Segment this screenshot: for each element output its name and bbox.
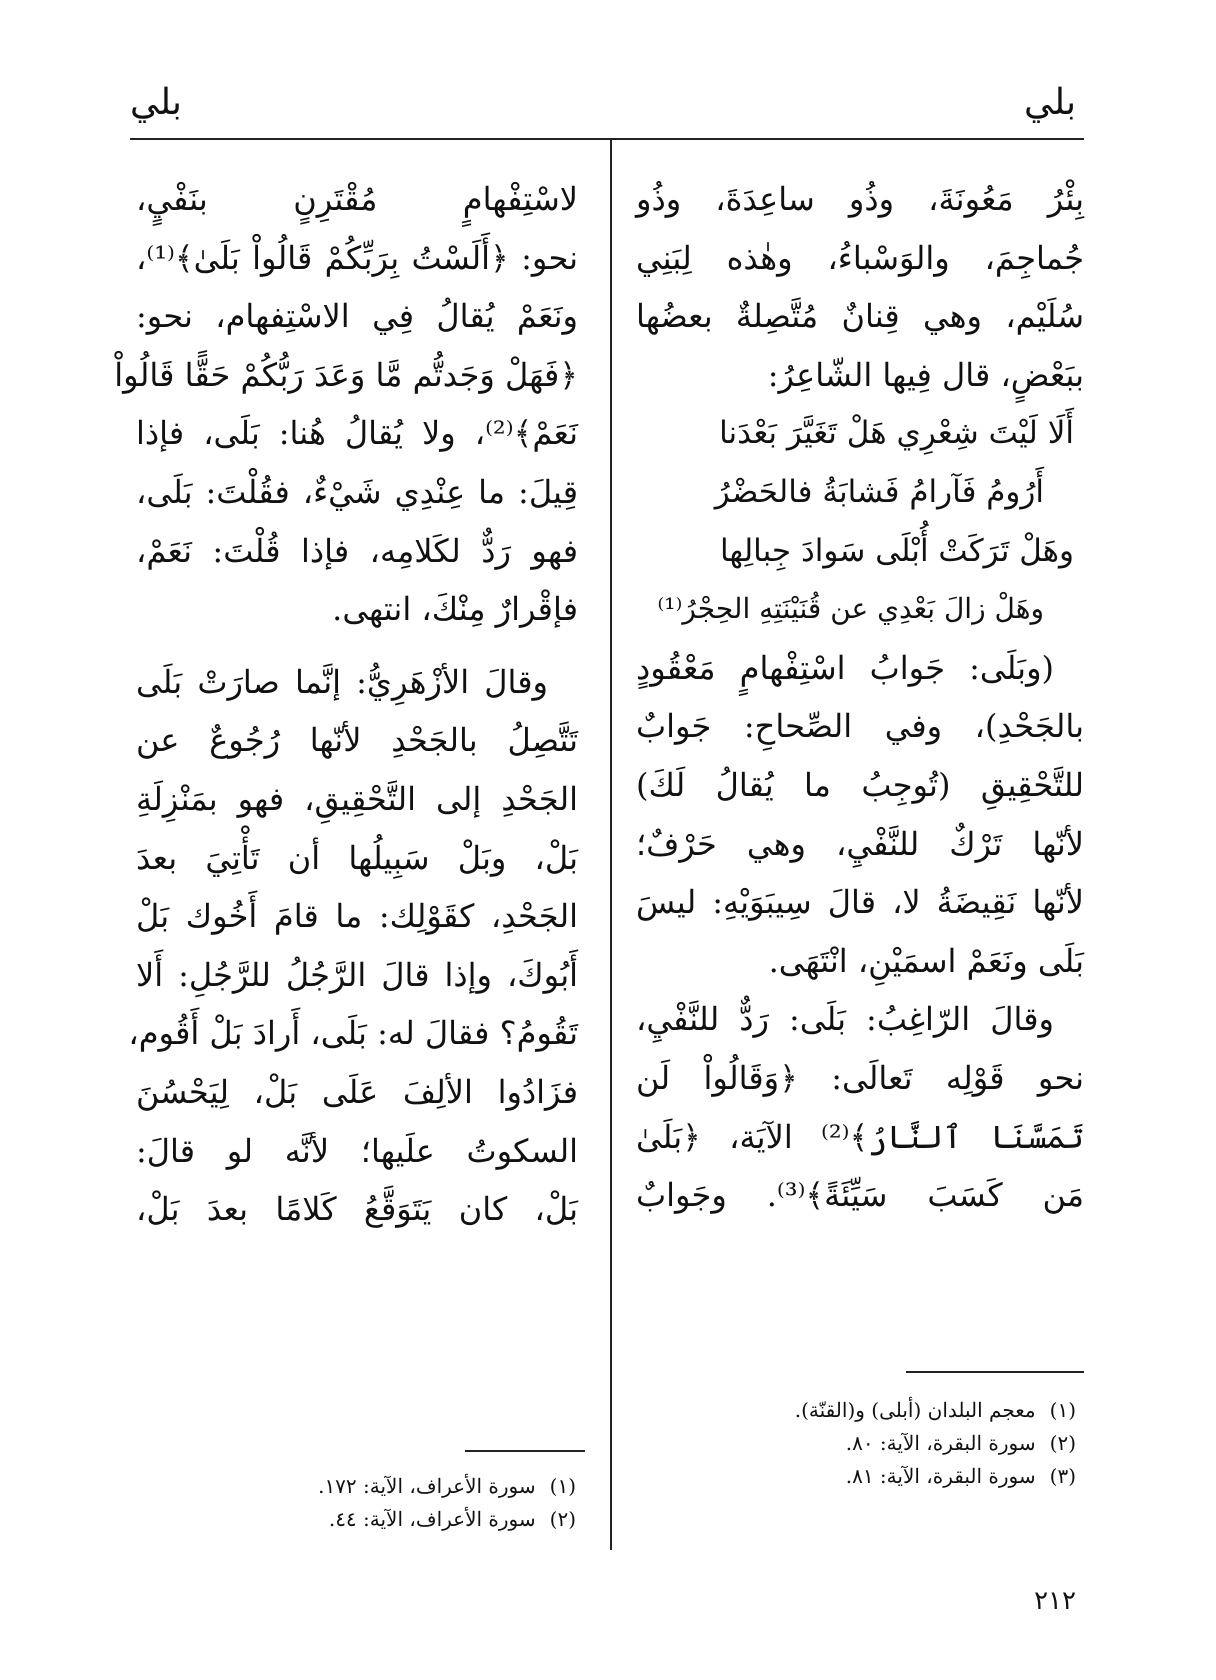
- text-line: للتَّحْقِيقِ (تُوجِبُ ما يُقالُ لَكَ): [636, 765, 1084, 804]
- text-line: بِئْرُ مَعُونَةَ، وذُو ساعِدَةَ، وذُو: [636, 180, 1084, 218]
- text-line: قِيلَ: ما عِنْدِي شَيْءٌ، فقُلْتَ: بَلَى،: [136, 472, 578, 511]
- text-line: السكوتُ علَيها؛ لأنَّه لو قالَ:: [136, 1131, 578, 1170]
- footnotes-right: [636, 1394, 1076, 1493]
- text-line: ببَعْضٍ، قال فِيها الشّاعِرُ:: [767, 355, 1084, 394]
- text-line: سُلَيْم، وهي قِنانٌ مُتَّصِلةٌ بعضُها: [636, 297, 1084, 336]
- footnote-number: (٢): [549, 1507, 576, 1531]
- text-line: نحو قَوْلِه تَعالَى: ﴿وَقَالُواْ لَن: [636, 1058, 1084, 1097]
- footnote: [636, 1427, 1076, 1460]
- text-line: الجَحْدِ، كقَوْلِك: ما قامَ أَخُوك بَلْ: [136, 897, 578, 936]
- text-line: بَلْ، كان يَتَوَقَّعُ كَلامًا بعدَ بَلْ،: [136, 1190, 578, 1229]
- paragraph-gap: [136, 639, 578, 653]
- text-line: لأنّها تَرْكٌ للنَّفْيِ، وهي حَرْفٌ؛: [636, 824, 1084, 863]
- text-line: وقالَ الأزْهَرِيُّ: إنَّما صارَتْ بَلَى: [136, 662, 548, 701]
- footnote-text: سورة البقرة، الآية: ٨١.: [845, 1464, 1036, 1488]
- text-line: تَقُومُ؟ فقالَ له: بَلَى، أَرادَ بَلْ أَقُوم،: [128, 1014, 578, 1053]
- text-line: ونَعَمْ يُقالُ فِي الاسْتِفهام، نحو:: [136, 297, 578, 336]
- text-line: فهو رَدٌّ لكَلامِه، فإذا قُلْتَ: نَعَمْ،: [136, 531, 578, 570]
- footnote-number: (٢): [1049, 1431, 1076, 1455]
- text-line: ﴿فَهَلْ وَجَدتُّم مَّا وَعَدَ رَبُّكُمْ حَقًّا قَالُواْ: [114, 355, 578, 394]
- text-line: تَمَسَّنَا ٱلنَّارُ﴾⁽²⁾ الآيَة، ﴿بَلَىٰ: [636, 1117, 1084, 1156]
- running-header-right: بلي: [1024, 82, 1076, 123]
- footnote-number: (١): [1049, 1398, 1076, 1422]
- text-line: نَعَمْ﴾⁽²⁾، ولا يُقالُ هُنا: بَلَى، فإذا: [136, 414, 578, 453]
- poem-verse: أَرُومُ فَآرامُ فَشابَةُ فالحَضْرُ: [714, 473, 1044, 510]
- text-line: الجَحْدِ إلى التَّحْقِيقِ، فهو بمَنْزِلَةِ: [136, 779, 578, 818]
- header-rule: [130, 138, 1084, 140]
- footnote-text: سورة البقرة، الآية: ٨٠.: [845, 1431, 1036, 1455]
- footnote-number: (١): [549, 1474, 576, 1498]
- footnote: [636, 1394, 1076, 1427]
- text-line: (وبَلَى: جَوابُ اسْتِفْهامٍ مَعْقُودٍ: [636, 648, 1054, 687]
- footnote: [136, 1503, 576, 1536]
- text-line: جُماجِمَ، والوَسْباءُ، وهٰذه لِبَنِي: [636, 238, 1084, 277]
- footnote-rule: [906, 1371, 1084, 1373]
- text-line: لأنّها نَقِيضَةُ لا، قالَ سِيبَوَيْهِ: ليسَ: [636, 883, 1084, 922]
- text-line: أَبُوكَ، وإذا قالَ الرَّجُلُ للرَّجُلِ: أَلا: [136, 955, 578, 994]
- right-column: [636, 170, 1084, 1225]
- running-header-left: بلي: [130, 82, 182, 123]
- footnote: [636, 1460, 1076, 1493]
- footnote-text: سورة الأعراف، الآية: ١٧٢.: [318, 1474, 536, 1498]
- column-divider: [610, 140, 612, 1550]
- text-line: نحو: ﴿أَلَسْتُ بِرَبِّكُمْ قَالُواْ بَلَىٰ﴾⁽¹⁾،: [136, 238, 578, 277]
- text-line: فإقْرارٌ مِنْكَ، انتهى.: [332, 590, 578, 629]
- footnote-text: سورة الأعراف، الآية: ٤٤.: [328, 1507, 536, 1531]
- left-column: [114, 170, 578, 1239]
- footnote-number: (٣): [1049, 1464, 1076, 1488]
- poem-verse: وهَلْ زالَ بَعْدِي عن قُنَيْنَتِهِ الحِجْرُ⁽¹⁾: [657, 592, 1044, 626]
- text-line: تَتَّصِلُ بالجَحْدِ لأنّها رُجُوعٌ عن: [136, 721, 578, 760]
- poem-verse: وهَلْ تَرَكَتْ أُبْلَى سَوادَ جِبالِها: [719, 532, 1074, 569]
- text-line: بَلْ، وبَلْ سَبِيلُها أن تَأْتِيَ بعدَ: [136, 838, 578, 877]
- page-number: ٢١٢: [1034, 1586, 1076, 1616]
- text-line: وقالَ الرّاغِبُ: بَلَى: رَدٌّ للنَّفْيِ،: [636, 1000, 1054, 1039]
- text-line: بالجَحْدِ)، وفي الصِّحاحِ: جَوابٌ: [636, 707, 1084, 746]
- footnotes-left: [136, 1470, 576, 1536]
- text-line: لاسْتِفْهامٍ مُقْتَرِنٍ بنَفْيٍ،: [136, 180, 578, 218]
- text-line: مَن كَسَبَ سَيِّئَةً﴾⁽³⁾. وجَوابٌ: [636, 1176, 1084, 1215]
- footnote: [136, 1470, 576, 1503]
- text-line: فزَادُوا الألِفَ عَلَى بَلْ، لِيَحْسُنَ: [136, 1072, 578, 1111]
- footnote-text: معجم البلدان (أبلى) و(القنّة).: [794, 1398, 1036, 1422]
- poem-verse: أَلَا لَيْتَ شِعْرِي هَلْ تَغَيَّرَ بَعْدَنا: [719, 415, 1074, 452]
- footnote-rule: [465, 1450, 585, 1452]
- text-line: بَلَى ونَعَمْ اسمَيْنِ، انْتَهَى.: [768, 941, 1084, 980]
